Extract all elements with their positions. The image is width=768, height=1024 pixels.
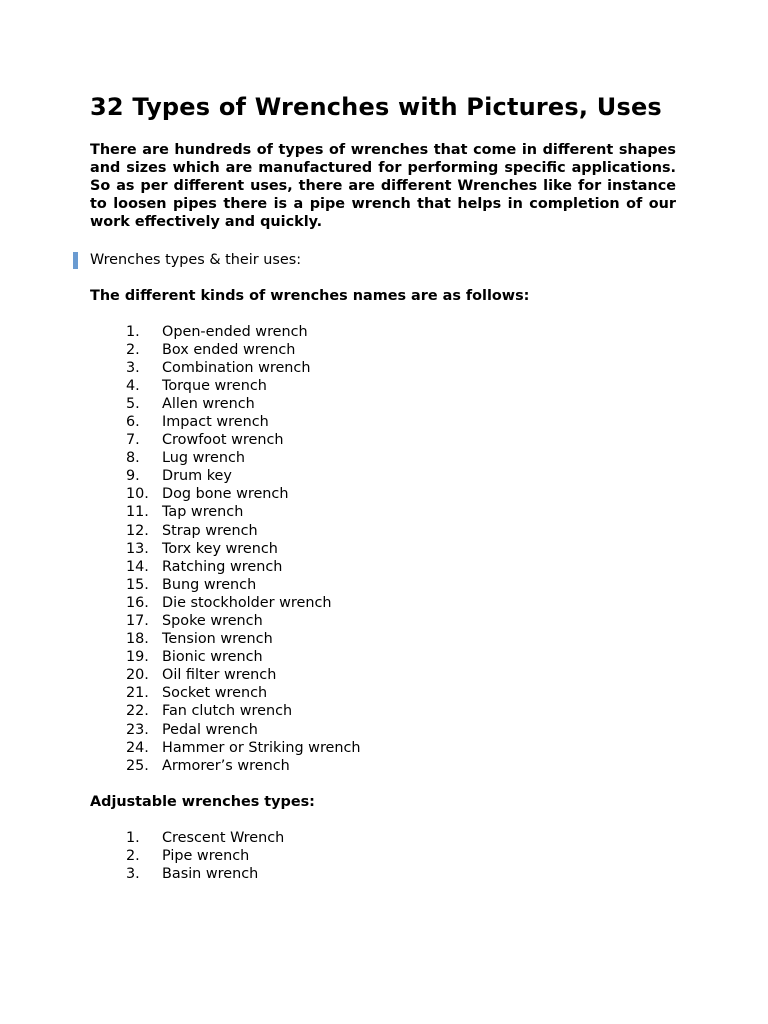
list-item: 13. Torx key wrench xyxy=(126,540,278,557)
list-item: 2. Pipe wrench xyxy=(126,847,250,864)
list-item: 12. Strap wrench xyxy=(126,522,258,539)
list-item: 5. Allen wrench xyxy=(126,395,255,412)
list-item: 19. Bionic wrench xyxy=(126,649,263,666)
list-item: 25. Armorer’s wrench xyxy=(126,757,290,774)
list-item: 24. Hammer or Striking wrench xyxy=(126,739,361,756)
kinds-heading: The different kinds of wrenches names are as follows: xyxy=(90,287,530,304)
list-item: 18. Tension wrench xyxy=(126,631,273,648)
list-item: 8. Lug wrench xyxy=(126,450,245,467)
list-item: 4. Torque wrench xyxy=(126,377,267,394)
intro-paragraph: There are hundreds of types of wrenches that come in different shapes and sizes which are manufactured for performing specific applications. So as per different uses, there are different Wrenches like for instance to loosen pipes there is a pipe wrench that helps in completion of our work effectively and quickly. xyxy=(90,141,676,231)
adjustable-list xyxy=(90,829,676,883)
list-item: 6. Impact wrench xyxy=(126,413,269,430)
list-item: 17. Spoke wrench xyxy=(126,613,263,630)
list-item: 15. Bung wrench xyxy=(126,576,257,593)
list-item: 11. Tap wrench xyxy=(126,504,244,521)
toc-link[interactable] xyxy=(90,251,676,269)
kinds-list xyxy=(90,323,676,775)
list-item: 3. Combination wrench xyxy=(126,359,311,376)
list-item: 1. Crescent Wrench xyxy=(126,829,285,846)
list-item: 3. Basin wrench xyxy=(126,866,259,883)
list-item: 22. Fan clutch wrench xyxy=(126,703,293,720)
list-item: 7. Crowfoot wrench xyxy=(126,432,284,449)
list-item: 14. Ratching wrench xyxy=(126,558,283,575)
list-item: 21. Socket wrench xyxy=(126,685,268,702)
list-item: 1. Open-ended wrench xyxy=(126,323,308,340)
list-item: 10. Dog bone wrench xyxy=(126,486,289,503)
list-item: 2. Box ended wrench xyxy=(126,341,296,358)
toc-marker-bar xyxy=(73,252,78,269)
list-item: 9. Drum key xyxy=(126,468,232,485)
list-item: 20. Oil filter wrench xyxy=(126,667,277,684)
toc-label: Wrenches types & their uses: xyxy=(90,251,302,268)
list-item: 23. Pedal wrench xyxy=(126,721,258,738)
document-title: 32 Types of Wrenches with Pictures, Uses xyxy=(90,93,662,121)
list-item: 16. Die stockholder wrench xyxy=(126,594,332,611)
adjustable-heading: Adjustable wrenches types: xyxy=(90,793,315,810)
document-page xyxy=(90,92,676,883)
